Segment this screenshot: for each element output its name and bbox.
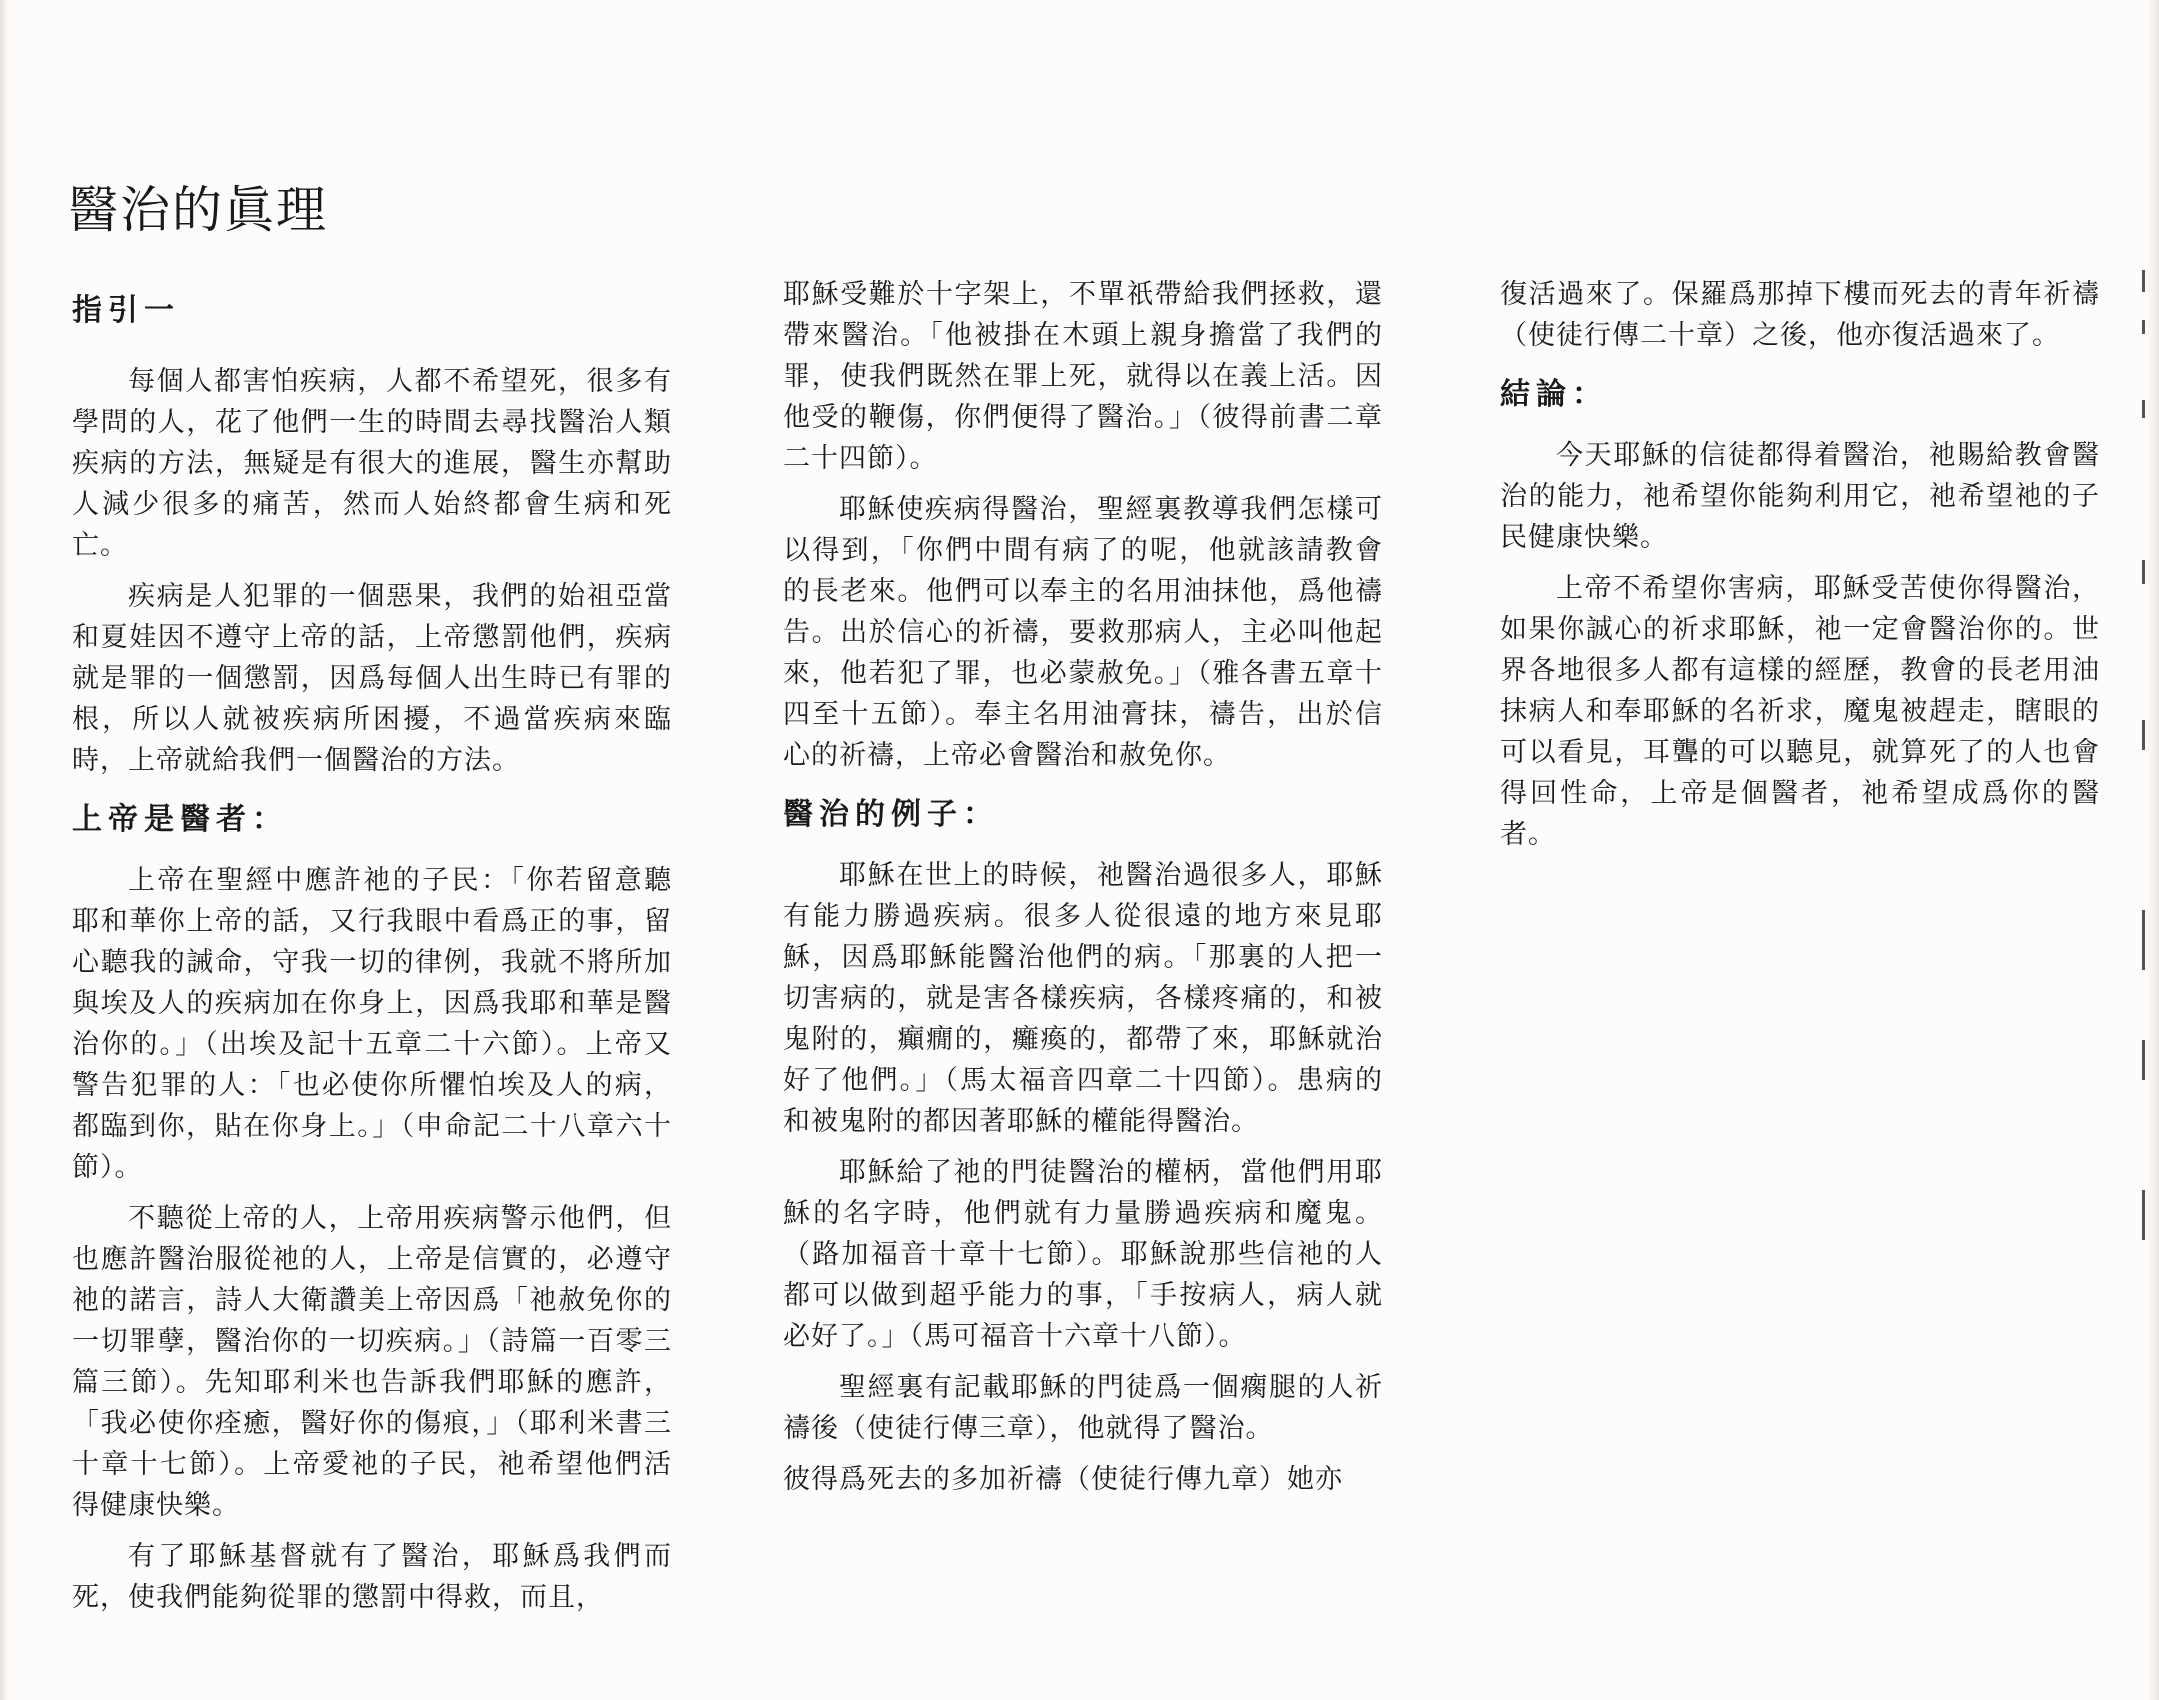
paragraph: 上帝不希望你害病，耶穌受苦使你得醫治，如果你誠心的祈求耶穌，祂一定會醫治你的。世界各地很多人都有這樣的經歷，教會的長老用油抹病人和奉耶穌的名祈求，魔鬼被趕走，瞎眼的可以看見，耳聾的可以聽見，就算死了的人也會得回性命，上帝是個醫者，祂希望成爲你的醫者。	[1500, 573, 2100, 850]
section-heading-guide: 指引一	[72, 293, 180, 328]
section-heading-god-healer: 上帝是醫者：	[72, 802, 288, 837]
scan-margin-marks	[2142, 260, 2148, 1260]
paragraph: 彼得爲死去的多加祈禱（使徒行傳九章）她亦	[783, 1464, 1343, 1495]
column-2	[783, 274, 1383, 1510]
paragraph: 每個人都害怕疾病，人都不希望死，很多有學問的人，花了他們一生的時間去尋找醫治人類疾病的方法，無疑是有很大的進展，醫生亦幫助人減少很多的痛苦，然而人始終都會生病和死亡。	[72, 366, 672, 561]
paragraph: 耶穌在世上的時候，祂醫治過很多人，耶穌有能力勝過疾病。很多人從很遠的地方來見耶穌，因爲耶穌能醫治他們的病。「那裏的人把一切害病的，就是害各樣疾病，各樣疼痛的，和被鬼附的，癲癇的，癱瘓的，都帶了來，耶穌就治好了他們。」（馬太福音四章二十四節）。患病的和被鬼附的都因著耶穌的權能得醫治。	[783, 860, 1383, 1137]
column-3	[1500, 274, 2100, 865]
section-heading-conclusion: 結論：	[1500, 377, 1608, 412]
paragraph: 不聽從上帝的人，上帝用疾病警示他們，但也應許醫治服從祂的人，上帝是信實的，必遵守祂的諾言，詩人大衛讚美上帝因爲「祂赦免你的一切罪孽，醫治你的一切疾病。」（詩篇一百零三篇三節）。先知耶利米也告訴我們耶穌的應許，「我必使你痊癒，醫好你的傷痕，」（耶利米書三十章十七節）。上帝愛祂的子民，祂希望他們活得健康快樂。	[72, 1203, 672, 1521]
paragraph: 今天耶穌的信徒都得着醫治，祂賜給教會醫治的能力，祂希望你能夠利用它，祂希望祂的子民健康快樂。	[1500, 440, 2100, 553]
page-title: 醫治的眞理	[68, 181, 328, 239]
paragraph: 耶穌給了祂的門徒醫治的權柄，當他們用耶穌的名字時，他們就有力量勝過疾病和魔鬼。（路加福音十章十七節）。耶穌說那些信祂的人都可以做到超乎能力的事，「手按病人，病人就必好了。」（馬可福音十六章十八節）。	[783, 1157, 1383, 1352]
scan-edge-right	[2147, 0, 2159, 1700]
section-heading-examples: 醫治的例子：	[783, 797, 999, 832]
paragraph: 疾病是人犯罪的一個惡果，我們的始祖亞當和夏娃因不遵守上帝的話，上帝懲罰他們，疾病就是罪的一個懲罰，因爲每個人出生時已有罪的根，所以人就被疾病所困擾，不過當疾病來臨時，上帝就給我們一個醫治的方法。	[72, 581, 672, 776]
scan-edge-left	[0, 0, 8, 1700]
paragraph: 復活過來了。保羅爲那掉下樓而死去的青年祈禱（使徒行傳二十章）之後，他亦復活過來了。	[1500, 279, 2100, 351]
paragraph: 上帝在聖經中應許祂的子民：「你若留意聽耶和華你上帝的話，又行我眼中看爲正的事，留心聽我的誡命，守我一切的律例，我就不將所加與埃及人的疾病加在你身上，因爲我耶和華是醫治你的。」（出埃及記十五章二十六節）。上帝又警告犯罪的人：「也必使你所懼怕埃及人的病，都臨到你，貼在你身上。」（申命記二十八章六十節）。	[72, 865, 672, 1183]
paragraph: 耶穌受難於十字架上，不單祇帶給我們拯救，還帶來醫治。「他被掛在木頭上親身擔當了我們的罪，使我們既然在罪上死，就得以在義上活。因他受的鞭傷，你們便得了醫治。」（彼得前書二章二十四節）。	[783, 279, 1383, 474]
paragraph: 有了耶穌基督就有了醫治，耶穌爲我們而死，使我們能夠從罪的懲罰中得救，而且，	[72, 1541, 672, 1613]
paragraph: 聖經裏有記載耶穌的門徒爲一個瘸腿的人祈禱後（使徒行傳三章），他就得了醫治。	[783, 1372, 1383, 1444]
paragraph: 耶穌使疾病得醫治，聖經裏教導我們怎樣可以得到，「你們中間有病了的呢，他就該請教會的長老來。他們可以奉主的名用油抹他，爲他禱告。出於信心的祈禱，要救那病人，主必叫他起來，他若犯了罪，也必蒙赦免。」（雅各書五章十四至十五節）。奉主名用油膏抹，禱告，出於信心的祈禱，上帝必會醫治和赦免你。	[783, 494, 1383, 771]
column-1	[68, 180, 672, 1628]
